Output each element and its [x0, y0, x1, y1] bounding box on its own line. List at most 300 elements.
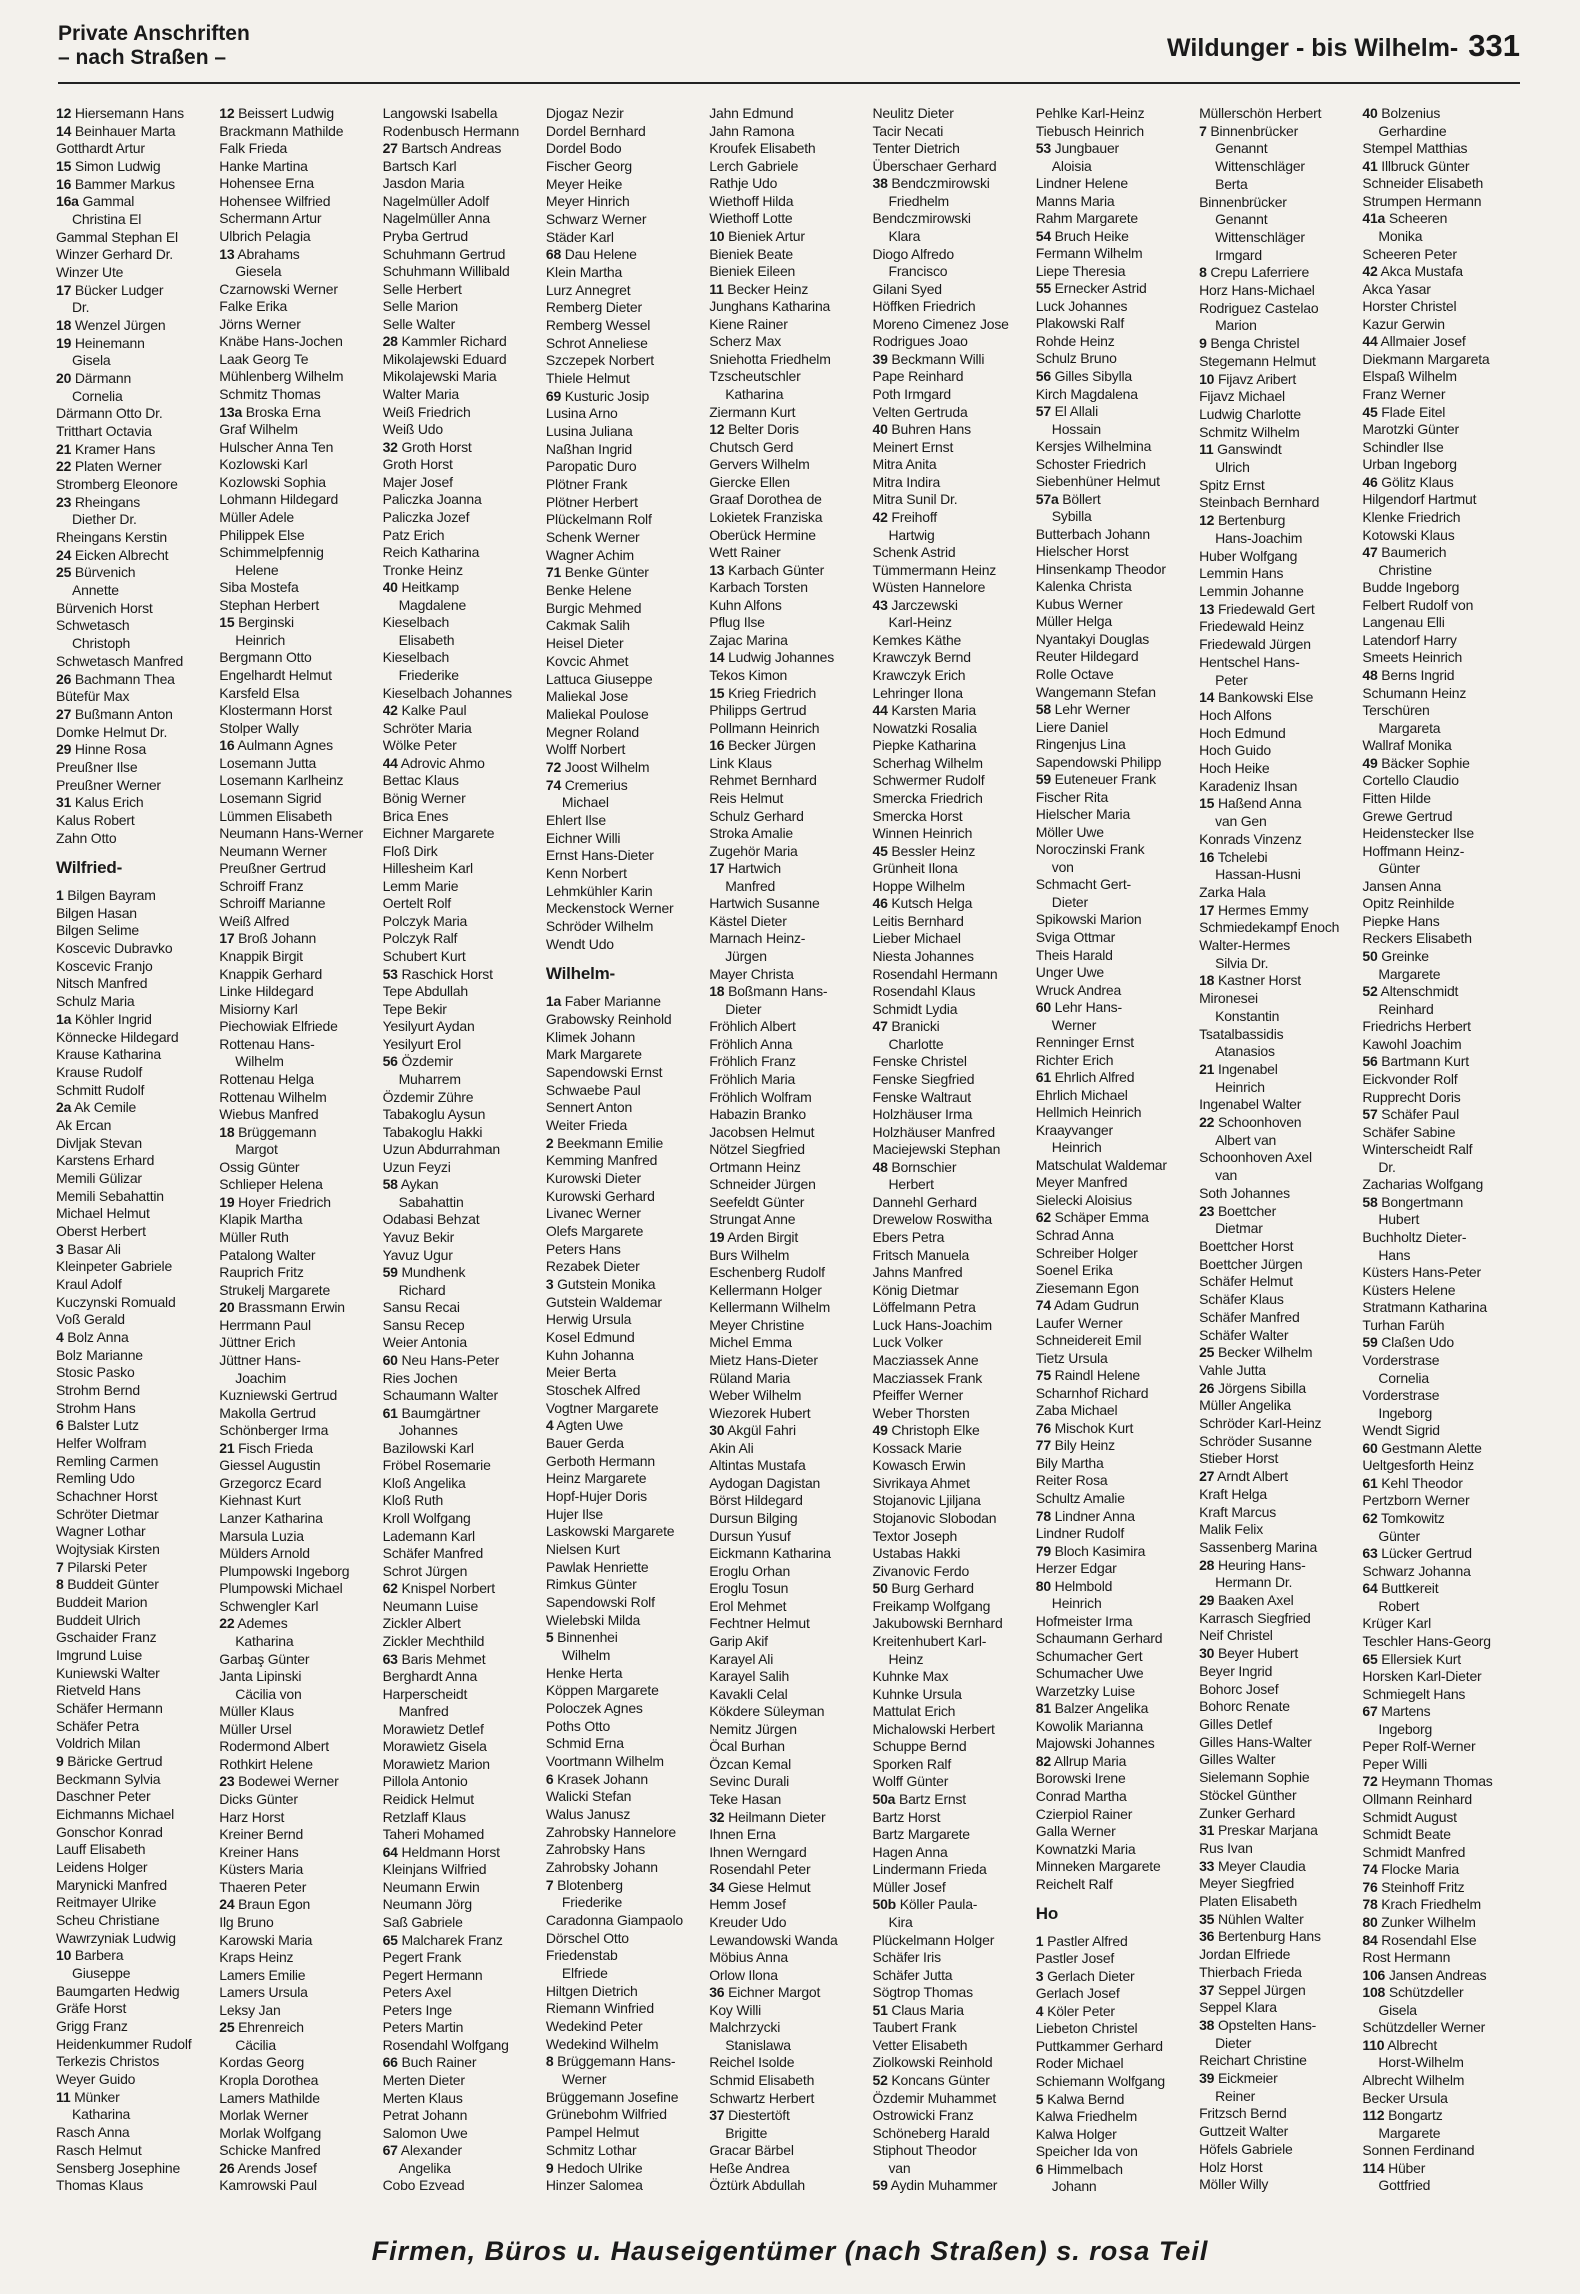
- directory-entry: Meyer Siegfried: [1199, 1875, 1295, 1892]
- house-number: 71: [545, 564, 562, 581]
- directory-entry: Heisel Dieter: [545, 635, 624, 652]
- directory-entry: Grünebohm Wilfried: [545, 2106, 667, 2123]
- house-number: 14: [56, 122, 72, 139]
- directory-entry: Sonnen Ferdinand: [1362, 2142, 1475, 2159]
- directory-column: [1362, 105, 1525, 2195]
- house-number: 7: [56, 1558, 64, 1575]
- entry-continuation: von: [1051, 858, 1074, 875]
- entry-continuation: Katharina: [72, 2106, 131, 2123]
- house-number: 32: [382, 438, 398, 455]
- directory-entry: Höfels Gabriele: [1199, 2140, 1293, 2157]
- directory-entry: 32 Heilmann Dieter: [709, 1808, 826, 1825]
- directory-entry: Tabakoglu Aysun: [382, 1106, 486, 1123]
- entry-continuation: Wilhelm: [561, 1647, 611, 1664]
- house-number: 69: [545, 387, 562, 404]
- house-number: 35: [1199, 1910, 1215, 1927]
- entry-continuation: Ingeborg: [1378, 1404, 1433, 1421]
- directory-entry: Bazilowski Karl: [382, 1439, 474, 1456]
- directory-entry: 3 Basar Ali: [56, 1240, 121, 1257]
- directory-entry: Grewe Gertrud: [1362, 807, 1453, 824]
- directory-entry: Müller Klaus: [219, 1703, 294, 1720]
- directory-entry: König Dietmar: [872, 1281, 959, 1298]
- house-number: 4: [1035, 2002, 1044, 2019]
- directory-entry: Tabakoglu Hakki: [382, 1123, 483, 1140]
- directory-entry: 40 Buhren Hans: [872, 421, 971, 438]
- directory-entry: 1a Faber Marianne: [545, 993, 661, 1010]
- directory-entry: Sniehotta Friedhelm: [709, 350, 831, 367]
- house-number: 74: [1035, 1297, 1051, 1314]
- directory-entry: Schermann Artur: [219, 210, 322, 227]
- directory-entry: Majowski Johannes: [1035, 1735, 1155, 1752]
- directory-entry: Renninger Ernst: [1035, 1034, 1134, 1051]
- house-number: 12: [56, 105, 72, 121]
- directory-entry: Grigg Franz: [56, 2018, 128, 2035]
- directory-column: [709, 105, 872, 2195]
- entry-continuation: Christoph: [72, 635, 131, 652]
- house-number: 50b: [872, 1896, 897, 1913]
- directory-entry: Schoster Friedrich: [1035, 455, 1146, 472]
- directory-entry: Tzscheutschler: [709, 368, 801, 385]
- house-number: 42: [382, 702, 398, 719]
- directory-entry: 48 Bornschier: [872, 1158, 957, 1175]
- house-number: 25: [1199, 1344, 1215, 1361]
- directory-entry: 25 Ehrenreich: [219, 2019, 304, 2036]
- entry-continuation: Hubert: [1378, 1211, 1420, 1228]
- directory-entry: Sapendowski Ernst: [545, 1063, 663, 1080]
- house-number: 21: [1199, 1060, 1215, 1077]
- directory-entry: 80 Zunker Wilhelm: [1362, 1913, 1476, 1930]
- directory-entry: Voortmann Wilhelm: [545, 1753, 664, 1770]
- directory-entry: Voß Gerald: [56, 1311, 125, 1328]
- directory-entry: 59 Aydin Muhammer: [872, 2177, 998, 2194]
- directory-entry: Friedewald Heinz: [1199, 618, 1305, 635]
- entry-continuation: Manfred: [725, 877, 776, 894]
- directory-entry: 11 Becker Heinz: [709, 280, 809, 297]
- directory-entry: Remberg Wessel: [545, 317, 651, 334]
- directory-entry: Ulbrich Pelagia: [219, 227, 311, 244]
- directory-entry: Paropatic Duro: [545, 458, 637, 475]
- directory-entry: 17 Bücker Ludger: [56, 281, 164, 298]
- directory-entry: Weiß Alfred: [219, 912, 290, 929]
- directory-entry: Cortello Claudio: [1362, 772, 1459, 789]
- house-number: 25: [219, 2019, 235, 2036]
- directory-entry: Selle Herbert: [382, 280, 462, 297]
- directory-entry: Wojtysiak Kirsten: [56, 1540, 160, 1557]
- house-number: 4: [56, 1328, 64, 1345]
- directory-entry: Schäfer Manfred: [1199, 1308, 1300, 1325]
- directory-entry: Hoch Edmund: [1199, 724, 1286, 741]
- house-number: 53: [1035, 140, 1051, 157]
- directory-entry: Schrot Anneliese: [545, 334, 648, 351]
- directory-entry: 52 Koncans Günter: [872, 2072, 990, 2088]
- entry-continuation: Sybilla: [1051, 508, 1092, 525]
- directory-entry: Bauer Gerda: [545, 1434, 624, 1451]
- house-number: 46: [872, 895, 888, 912]
- directory-entry: Richter Erich: [1035, 1051, 1114, 1068]
- directory-entry: Winterscheidt Ralf: [1362, 1141, 1473, 1158]
- directory-entry: Klostermann Horst: [219, 702, 332, 719]
- directory-entry: 15 Berginski: [219, 614, 294, 631]
- directory-entry: Ustabas Hakki: [872, 1545, 961, 1562]
- directory-entry: Vahle Jutta: [1199, 1361, 1266, 1378]
- house-number: 14: [709, 649, 725, 666]
- directory-entry: Kalwa Holger: [1035, 2125, 1117, 2142]
- directory-entry: 22 Ademes: [219, 1615, 288, 1632]
- entry-continuation: Katharina: [725, 386, 784, 402]
- directory-entry: Memili Gülizar: [56, 1169, 142, 1186]
- directory-entry: Kraft Helga: [1199, 1485, 1267, 1502]
- entry-continuation: van: [1215, 1167, 1238, 1184]
- directory-entry: Malchrzycki: [709, 2019, 781, 2036]
- directory-entry: Mitra Anita: [872, 456, 937, 473]
- house-number: 2a: [56, 1099, 72, 1116]
- house-number: 10: [1199, 370, 1215, 387]
- entry-continuation: Michael: [561, 794, 609, 811]
- directory-entry: Naßhan Ingrid: [545, 440, 633, 457]
- directory-entry: Rus Ivan: [1199, 1839, 1253, 1856]
- directory-entry: Möller Willy: [1199, 2176, 1269, 2193]
- directory-entry: 40 Bolzenius: [1362, 105, 1441, 121]
- house-number: 8: [1199, 264, 1207, 281]
- directory-entry: Drewelow Roswitha: [872, 1211, 993, 1228]
- directory-entry: Schmidt Lydia: [872, 1000, 958, 1017]
- entry-continuation: Hossain: [1051, 420, 1101, 437]
- entry-continuation: Ingeborg: [1378, 1720, 1433, 1737]
- directory-entry: Gilles Walter: [1199, 1751, 1276, 1768]
- directory-entry: Plumpowski Ingeborg: [219, 1562, 350, 1579]
- directory-entry: 59 Euteneuer Frank: [1035, 771, 1156, 788]
- house-number: 12: [1199, 512, 1215, 529]
- directory-entry: Heidenstecker Ilse: [1362, 825, 1474, 842]
- directory-entry: Schröder Susanne: [1199, 1432, 1312, 1449]
- entry-continuation: Hermann Dr.: [1215, 1574, 1293, 1591]
- section-title-line1: Private Anschriften: [58, 22, 250, 45]
- directory-entry: 52 Altenschmidt: [1362, 983, 1459, 1000]
- directory-entry: 16 Tchelebi: [1199, 848, 1268, 865]
- directory-entry: Zickler Albert: [382, 1615, 461, 1632]
- directory-entry: 13 Abrahams: [219, 245, 300, 262]
- directory-entry: Wolff Günter: [872, 1773, 949, 1790]
- directory-entry: Därmann Otto Dr.: [56, 405, 163, 422]
- directory-entry: Walter Maria: [382, 386, 460, 402]
- directory-entry: Rodriguez Castelao: [1199, 299, 1319, 316]
- directory-entry: Schulz Maria: [56, 993, 135, 1010]
- directory-entry: 47 Baumerich: [1362, 544, 1447, 561]
- directory-entry: Borowski Irene: [1035, 1770, 1126, 1787]
- directory-entry: 55 Ernecker Astrid: [1035, 280, 1147, 297]
- directory-entry: Maciejewski Stephan: [872, 1141, 1001, 1158]
- house-number: 112: [1362, 2107, 1385, 2124]
- directory-entry: Graaf Dorothea de: [709, 491, 822, 508]
- entry-continuation: Heinrich: [235, 631, 286, 648]
- directory-entry: 61 Kehl Theodor: [1362, 1474, 1463, 1491]
- directory-entry: Rosendahl Wolfgang: [382, 2036, 509, 2053]
- directory-entry: Kemkes Käthe: [872, 631, 962, 648]
- house-number: 61: [1362, 1474, 1378, 1491]
- directory-entry: Butterbach Johann: [1035, 525, 1150, 542]
- directory-entry: Turhan Farüh: [1362, 1316, 1445, 1333]
- directory-entry: Hagen Anna: [872, 1843, 948, 1860]
- house-number: 13: [709, 561, 725, 578]
- directory-entry: Knappik Gerhard: [219, 965, 323, 982]
- directory-entry: 1 Bilgen Bayram: [56, 887, 156, 904]
- directory-entry: Schwartz Herbert: [709, 2089, 815, 2106]
- house-number: 49: [872, 1422, 888, 1439]
- directory-entry: Schumann Heinz: [1362, 684, 1467, 701]
- directory-entry: Schneidereit Emil: [1035, 1332, 1142, 1349]
- directory-entry: 2 Beekmann Emilie: [545, 1134, 664, 1151]
- directory-entry: Kloß Angelika: [382, 1474, 466, 1491]
- directory-entry: Reichel Isolde: [709, 2054, 795, 2071]
- directory-entry: Zarka Hala: [1199, 883, 1266, 900]
- directory-entry: Hoch Heike: [1199, 760, 1270, 777]
- entry-continuation: Francisco: [888, 263, 948, 280]
- directory-entry: Kazur Gerwin: [1362, 315, 1445, 332]
- entry-continuation: Aloisia: [1051, 157, 1092, 174]
- directory-entry: Zugehör Maria: [709, 842, 798, 859]
- house-number: 22: [219, 1615, 235, 1632]
- directory-entry: Özcan Kemal: [709, 1755, 792, 1772]
- directory-entry: Mühlenberg Wilhelm: [219, 368, 344, 385]
- directory-entry: 67 Alexander: [382, 2142, 462, 2159]
- directory-entry: Hulscher Anna Ten: [219, 438, 334, 455]
- directory-entry: Bieniek Eileen: [709, 263, 796, 280]
- directory-entry: 21 Ingenabel: [1199, 1060, 1278, 1077]
- directory-entry: Soth Johannes: [1199, 1184, 1290, 1201]
- house-number: 60: [382, 1351, 398, 1368]
- directory-entry: 8 Buddeit Günter: [56, 1576, 159, 1593]
- directory-entry: Thierbach Frieda: [1199, 1963, 1302, 1980]
- directory-entry: Fröbel Rosemarie: [382, 1457, 491, 1474]
- entry-continuation: Kira: [888, 1913, 913, 1930]
- directory-entry: Ihnen Erna: [709, 1826, 776, 1843]
- house-number: 18: [1199, 972, 1215, 989]
- directory-entry: Kozlowski Sophia: [219, 473, 326, 490]
- directory-entry: Wiezorek Hubert: [709, 1404, 811, 1421]
- directory-entry: 11 Münker: [56, 2088, 120, 2105]
- entry-continuation: Dieter: [1215, 2034, 1252, 2051]
- directory-entry: Rost Hermann: [1362, 1949, 1451, 1966]
- directory-entry: Seefeldt Günter: [709, 1193, 805, 1210]
- directory-entry: Lieber Michael: [872, 930, 961, 947]
- directory-entry: Reis Helmut: [709, 789, 784, 806]
- directory-entry: Hielscher Horst: [1035, 543, 1129, 560]
- directory-entry: Gracar Bärbel: [709, 2142, 794, 2159]
- directory-entry: Schubert Kurt: [382, 948, 466, 964]
- entry-continuation: Werner: [561, 2071, 607, 2088]
- directory-entry: Bohorc Josef: [1199, 1680, 1279, 1697]
- directory-entry: Lanzer Katharina: [219, 1510, 323, 1526]
- directory-entry: 26 Arends Josef: [219, 2159, 317, 2176]
- house-number: 26: [1199, 1379, 1215, 1396]
- directory-entry: Lindner Helene: [1035, 175, 1128, 192]
- directory-entry: 23 Boettcher: [1199, 1202, 1277, 1219]
- entry-continuation: Richard: [398, 1281, 446, 1298]
- directory-entry: Kosel Edmund: [545, 1328, 635, 1345]
- directory-entry: 60 Neu Hans-Peter: [382, 1351, 500, 1368]
- entry-continuation: Johannes: [398, 1422, 458, 1439]
- directory-entry: Neumann Hans-Werner: [219, 825, 364, 842]
- directory-entry: Scheeren Peter: [1362, 245, 1457, 262]
- house-number: 3: [1035, 1967, 1044, 1984]
- directory-entry: Schmidt Manfred: [1362, 1843, 1466, 1860]
- directory-entry: Albrecht Wilhelm: [1362, 2072, 1465, 2088]
- house-number: 60: [1035, 999, 1051, 1016]
- directory-entry: Vorderstrase: [1362, 1387, 1440, 1404]
- page-header: [58, 20, 1520, 84]
- house-number: 40: [1362, 105, 1378, 121]
- directory-entry: 82 Allrup Maria: [1035, 1752, 1127, 1769]
- house-number: 6: [1035, 2160, 1044, 2177]
- directory-entry: Habazin Branko: [709, 1106, 807, 1123]
- directory-entry: Mietz Hans-Dieter: [709, 1351, 818, 1368]
- directory-entry: Terkezis Christos: [56, 2053, 160, 2070]
- house-number: 17: [709, 860, 725, 877]
- directory-entry: Schmidt Beate: [1362, 1826, 1451, 1843]
- entry-continuation: Johann: [1051, 2178, 1097, 2195]
- directory-entry: Kökdere Süleyman: [709, 1703, 825, 1720]
- directory-entry: Krüger Karl: [1362, 1615, 1431, 1632]
- directory-entry: Stosic Pasko: [56, 1364, 135, 1381]
- directory-entry: 27 Bußmann Anton: [56, 705, 173, 722]
- directory-entry: Sansu Recai: [382, 1299, 460, 1316]
- directory-entry: Schäfer Sabine: [1362, 1123, 1456, 1140]
- entry-continuation: Christine: [1378, 561, 1432, 578]
- house-number: 57: [1362, 1106, 1378, 1123]
- house-number: 45: [872, 842, 888, 859]
- directory-entry: Müllerschön Herbert: [1199, 105, 1322, 121]
- directory-entry: Brackmann Mathilde: [219, 122, 344, 139]
- entry-continuation: Diether Dr.: [72, 511, 137, 528]
- directory-entry: Benke Helene: [545, 582, 632, 599]
- directory-entry: Morawietz Gisela: [382, 1738, 487, 1755]
- directory-entry: Nagelmüller Anna: [382, 210, 490, 227]
- entry-continuation: Klara: [888, 227, 921, 244]
- directory-entry: Mattulat Erich: [872, 1703, 956, 1720]
- directory-entry: Merten Klaus: [382, 2089, 463, 2106]
- directory-entry: 72 Joost Wilhelm: [545, 758, 650, 775]
- house-number: 11: [1199, 441, 1214, 458]
- directory-entry: Mikolajewski Eduard: [382, 350, 507, 367]
- directory-entry: Soenel Erika: [1035, 1262, 1113, 1279]
- directory-entry: Linke Hildegard: [219, 983, 314, 1000]
- directory-entry: Gervers Wilhelm: [709, 456, 810, 473]
- directory-entry: Stolper Wally: [219, 719, 299, 736]
- directory-entry: Teschler Hans-Georg: [1362, 1632, 1491, 1649]
- directory-entry: Leidens Holger: [56, 1859, 148, 1876]
- directory-entry: Höffken Friedrich: [872, 298, 976, 315]
- directory-entry: Schreiber Holger: [1035, 1244, 1138, 1261]
- entry-continuation: Werner: [1051, 1016, 1097, 1033]
- directory-entry: Karstens Erhard: [56, 1152, 155, 1169]
- directory-entry: Rottenau Wilhelm: [219, 1088, 327, 1105]
- directory-entry: Schwetasch: [56, 617, 130, 634]
- directory-entry: Schultz Amalie: [1035, 1489, 1125, 1506]
- directory-entry: Schneider Elisabeth: [1362, 175, 1484, 192]
- directory-entry: Lemmin Johanne: [1199, 582, 1304, 599]
- directory-entry: Karayel Ali: [709, 1650, 774, 1667]
- directory-entry: Neumann Werner: [219, 842, 327, 859]
- directory-entry: Moreno Cimenez Jose: [872, 315, 1009, 332]
- directory-entry: Schöneberg Harald: [872, 2124, 990, 2141]
- house-number: 61: [382, 1404, 398, 1421]
- directory-entry: Minneken Margarete: [1035, 1858, 1161, 1875]
- directory-entry: 24 Eicken Albrecht: [56, 546, 169, 563]
- directory-entry: Weyer Guido: [56, 2071, 136, 2088]
- directory-entry: Caradonna Giampaolo: [545, 1912, 683, 1929]
- street-heading: Ho: [1035, 1904, 1059, 1924]
- directory-entry: 3 Gutstein Monika: [545, 1275, 656, 1292]
- house-number: 25: [56, 564, 72, 581]
- entry-continuation: Robert: [1378, 1597, 1420, 1614]
- directory-entry: 108 Schützdeller: [1362, 1984, 1464, 2001]
- directory-entry: 15 Haßend Anna: [1199, 795, 1302, 812]
- directory-entry: Klimek Johann: [545, 1028, 636, 1045]
- entry-continuation: Heinrich: [1051, 1139, 1102, 1156]
- directory-entry: Eickvonder Rolf: [1362, 1070, 1458, 1087]
- directory-entry: 79 Bloch Kasimira: [1035, 1542, 1146, 1559]
- house-number: 74: [545, 776, 562, 793]
- house-number: 59: [1362, 1334, 1378, 1351]
- directory-entry: 15 Simon Ludwig: [56, 158, 161, 175]
- directory-entry: Karowski Maria: [219, 1931, 313, 1948]
- directory-entry: 58 Aykan: [382, 1176, 439, 1193]
- directory-entry: Diogo Alfredo: [872, 245, 954, 262]
- directory-entry: Tenter Dietrich: [872, 140, 960, 157]
- house-number: 63: [1362, 1545, 1378, 1562]
- directory-entry: Teke Hasan: [709, 1791, 782, 1807]
- directory-entry: Kroll Wolfgang: [382, 1510, 471, 1526]
- directory-entry: Fenske Waltraut: [872, 1088, 971, 1105]
- directory-entry: 27 Arndt Albert: [1199, 1468, 1288, 1485]
- house-number: 47: [1362, 544, 1378, 561]
- house-number: 36: [709, 1984, 725, 2001]
- directory-entry: 23 Bodewei Werner: [219, 1773, 339, 1790]
- directory-entry: Plötner Frank: [545, 476, 628, 493]
- entry-continuation: Monika: [1378, 227, 1423, 244]
- directory-entry: Schneider Jürgen: [709, 1176, 816, 1193]
- directory-entry: Rothkirt Helene: [219, 1755, 313, 1772]
- directory-entry: Fröhlich Anna: [709, 1035, 793, 1052]
- directory-entry: Bieniek Beate: [709, 245, 793, 262]
- directory-entry: Müller Angelika: [1199, 1397, 1292, 1414]
- directory-entry: Schlieper Helena: [219, 1176, 323, 1193]
- directory-entry: Schrad Anna: [1035, 1227, 1114, 1243]
- directory-entry: Rauprich Fritz: [219, 1264, 304, 1281]
- directory-entry: 5 Binnenhei: [545, 1629, 618, 1646]
- directory-entry: Salomon Uwe: [382, 2124, 468, 2141]
- house-number: 62: [382, 1580, 398, 1597]
- directory-entry: Schmacht Gert-: [1035, 876, 1132, 893]
- directory-entry: Engelhardt Helmut: [219, 667, 332, 683]
- entry-continuation: Günter: [1378, 860, 1420, 877]
- directory-entry: Meyer Christine: [709, 1316, 805, 1333]
- directory-entry: Konrads Vinzenz: [1199, 830, 1302, 847]
- directory-entry: Zickler Mechthild: [382, 1632, 485, 1649]
- directory-entry: 20 Brassmann Erwin: [219, 1299, 345, 1316]
- directory-entry: Garbaş Günter: [219, 1650, 310, 1667]
- directory-entry: Kraayvanger: [1035, 1121, 1113, 1138]
- directory-entry: Öztürk Abdullah: [709, 2177, 806, 2194]
- directory-entry: Galla Werner: [1035, 1823, 1116, 1840]
- house-number: 59: [382, 1264, 398, 1281]
- directory-entry: Neumann Erwin: [382, 1878, 480, 1895]
- directory-entry: Kraps Heinz: [219, 1949, 294, 1966]
- house-number: 37: [1199, 1981, 1215, 1998]
- entry-continuation: Genannt: [1215, 140, 1268, 157]
- directory-entry: Memili Sebahattin: [56, 1187, 164, 1204]
- directory-entry: Schenk Werner: [545, 529, 640, 546]
